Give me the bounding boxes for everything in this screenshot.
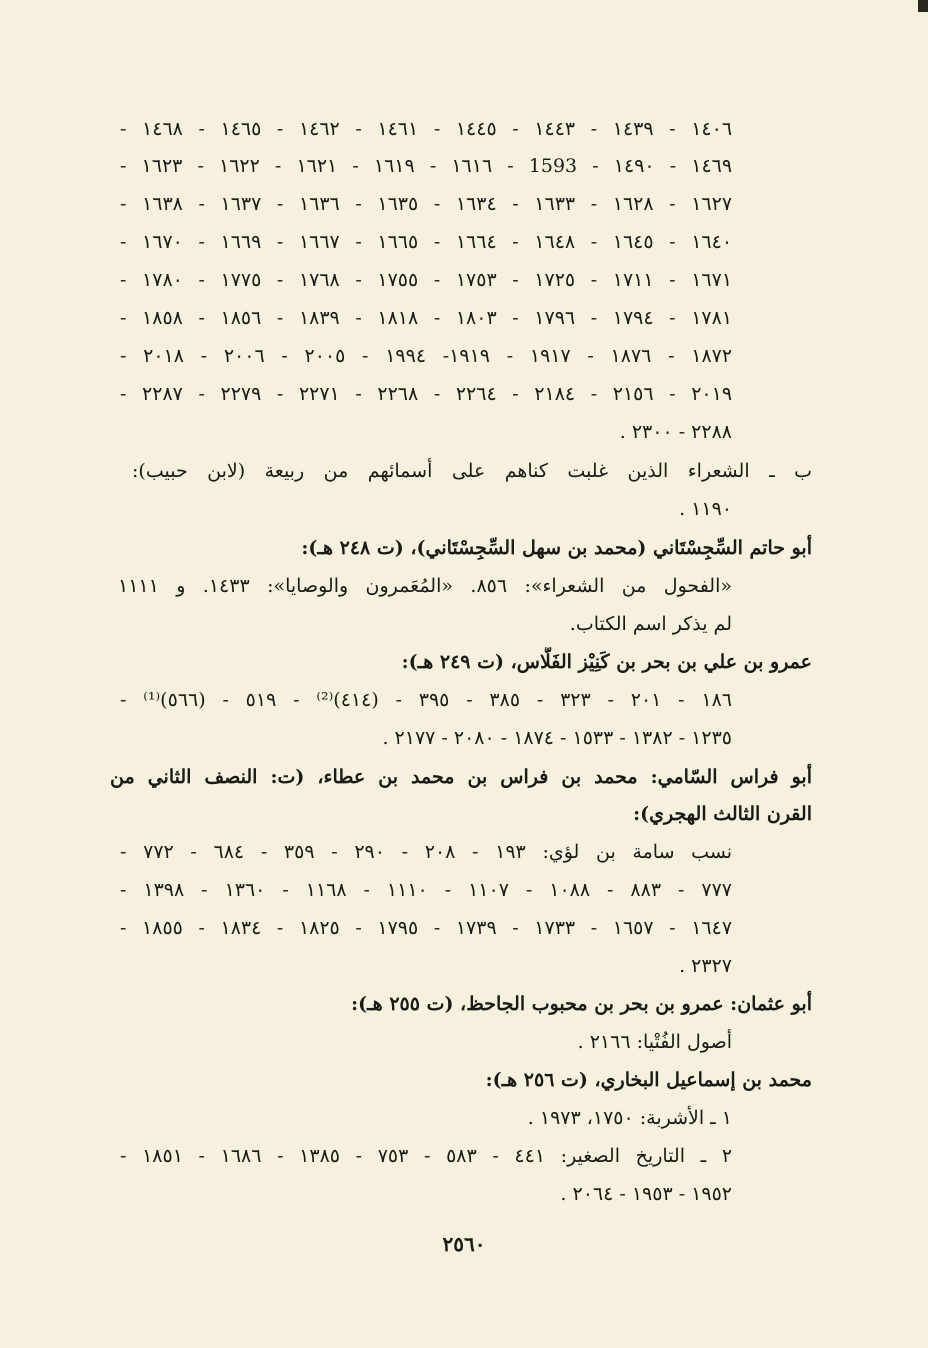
index-numbers-line: ١٢٣٥ - ١٣٨٢ - ١٥٣٣ - ١٨٧٤ - ٢٠٨٠ - ٢١٧٧ .	[382, 727, 732, 749]
scan-edge-mark	[918, 0, 928, 12]
index-numbers-line: ٢٢٨٨ - ٢٣٠٠ .	[619, 421, 732, 443]
index-numbers-line: ١٩٥٢ - ١٩٥٣ - ٢٠٦٤ .	[560, 1183, 732, 1205]
author-heading: أبو عثمان: عمرو بن بحر بن محبوب الجاحظ، (ت ٢٥٥ هـ):	[351, 993, 812, 1015]
book-reference-line: «الفحول من الشعراء»: ٨٥٦. «المُعَمرون والوصايا»: ١٤٣٣. و ١١١١	[118, 575, 732, 597]
index-numbers-line: ١٤٠٦ - ١٤٣٩ - ١٤٤٣ - ١٤٤٥ - ١٤٦١ - ١٤٦٢ - ١٤٦٥ - ١٤٦٨ -	[120, 118, 732, 140]
page-number: ٢٥٦٠	[442, 1232, 486, 1256]
author-heading: محمد بن إسماعيل البخاري، (ت ٢٥٦ هـ):	[485, 1069, 812, 1091]
book-reference-line: ١ ـ الأشربة: ١٧٥٠، ١٩٧٣ .	[527, 1107, 732, 1129]
note-line: لم يذكر اسم الكتاب.	[569, 613, 732, 635]
index-numbers-line: ١٧٨١ - ١٧٩٤ - ١٧٩٦ - ١٨٠٣ - ١٨١٨ - ١٨٣٩ - ١٨٥٦ - ١٨٥٨ -	[120, 307, 732, 329]
author-heading: أبو حاتم السِّجِسْتَاني (محمد بن سهل السِّجِسْتَاني)، (ت ٢٤٨ هـ):	[301, 537, 812, 559]
author-heading: أبو فراس السّامي: محمد بن فراس بن محمد بن عطاء، (ت: النصف الثاني من	[110, 766, 812, 788]
index-numbers-line: ١٤٦٩ - ١٤٩٠ - 1593 - ١٦١٦ - ١٦١٩ - ١٦٢١ - ١٦٢٢ - ١٦٢٣ -	[120, 155, 732, 177]
index-numbers-line: ١٦٤٧ - ١٦٥٧ - ١٧٣٣ - ١٧٣٩ - ١٧٩٥ - ١٨٢٥ - ١٨٣٤ - ١٨٥٥ -	[120, 917, 732, 939]
index-numbers-line: ٢٠١٩ - ٢١٥٦ - ٢١٨٤ - ٢٢٦٤ - ٢٢٦٨ - ٢٢٧١ - ٢٢٧٩ - ٢٢٨٧ -	[120, 383, 732, 405]
index-numbers-line: ١٦٢٧ - ١٦٢٨ - ١٦٣٣ - ١٦٣٤ - ١٦٣٥ - ١٦٣٦ - ١٦٣٧ - ١٦٣٨ -	[120, 193, 732, 215]
index-numbers-line: ١٨٦ - ٢٠١ - ٣٢٣ - ٣٨٥ - ٣٩٥ - (٤١٤)⁽²⁾ - ٥١٩ - (٥٦٦)⁽¹⁾ -	[120, 689, 732, 711]
section-heading: ب ـ الشعراء الذين غلبت كناهم على أسمائهم من ربيعة (لابن حبيب):	[132, 460, 812, 482]
author-heading: عمرو بن علي بن بحر بن كَنِيْز الفَلَّاس، (ت ٢٤٩ هـ):	[401, 651, 812, 673]
book-reference-line: ٢ ـ التاريخ الصغير: ٤٤١ - ٥٨٣ - ٧٥٣ - ١٣٨٥ - ١٦٨٦ - ١٨٥١ -	[120, 1145, 732, 1167]
author-heading-continued: القرن الثالث الهجري):	[633, 803, 812, 825]
book-reference-line: أصول الفُتْيا: ٢١٦٦ .	[577, 1031, 732, 1053]
index-numbers-line: ٢٣٢٧ .	[679, 955, 732, 977]
index-numbers-line: ١٦٤٠ - ١٦٤٥ - ١٦٤٨ - ١٦٦٤ - ١٦٦٥ - ١٦٦٧ - ١٦٦٩ - ١٦٧٠ -	[120, 231, 732, 253]
index-numbers-line: ١٨٧٢ - ١٨٧٦ - ١٩١٧ - ١٩١٩- ١٩٩٤ - ٢٠٠٥ - ٢٠٠٦ - ٢٠١٨ -	[120, 345, 732, 367]
index-numbers-line: ١١٩٠ .	[679, 498, 732, 520]
index-numbers-line: ١٦٧١ - ١٧١١ - ١٧٢٥ - ١٧٥٣ - ١٧٥٥ - ١٧٦٨ - ١٧٧٥ - ١٧٨٠ -	[120, 269, 732, 291]
index-numbers-line: نسب سامة بن لؤي: ١٩٣ - ٢٠٨ - ٢٩٠ - ٣٥٩ - ٦٨٤ - ٧٧٢ -	[120, 841, 732, 863]
index-numbers-line: ٧٧٧ - ٨٨٣ - ١٠٨٨ - ١١٠٧ - ١١١٠ - ١١٦٨ - ١٣٦٠ - ١٣٩٨ -	[120, 879, 732, 901]
